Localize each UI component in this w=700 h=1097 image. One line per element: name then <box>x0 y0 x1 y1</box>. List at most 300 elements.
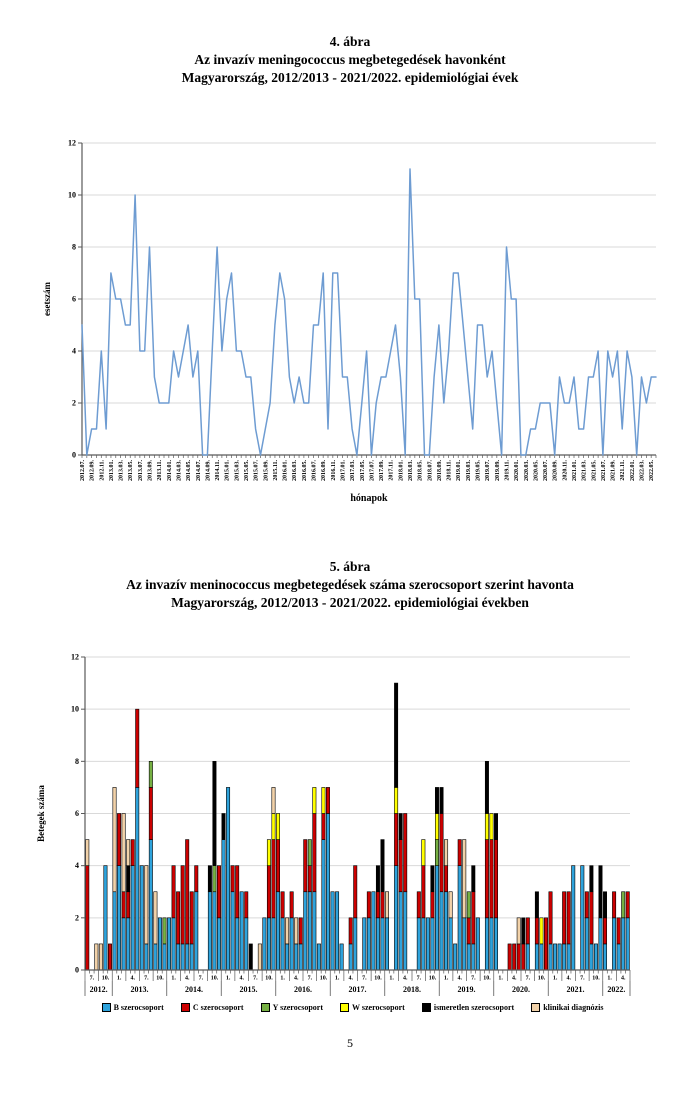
bar-segment <box>526 918 529 944</box>
svg-text:0: 0 <box>72 450 76 460</box>
bar-segment <box>572 866 575 970</box>
bar-segment <box>603 944 606 970</box>
svg-text:2017.01.: 2017.01. <box>340 460 347 481</box>
svg-text:2012.09.: 2012.09. <box>89 460 96 481</box>
bar-segment <box>612 892 615 918</box>
svg-text:2021.03.: 2021.03. <box>581 460 588 481</box>
svg-text:2015.09.: 2015.09. <box>263 460 270 481</box>
bar-segment <box>331 892 334 970</box>
bar-segment <box>145 944 148 970</box>
svg-text:2015.07.: 2015.07. <box>253 460 260 481</box>
svg-text:2013.11.: 2013.11. <box>157 460 164 481</box>
svg-text:6: 6 <box>72 294 76 304</box>
svg-text:2015.01.: 2015.01. <box>224 460 231 481</box>
svg-text:2019.09.: 2019.09. <box>494 460 501 481</box>
svg-text:2019.01.: 2019.01. <box>456 460 463 481</box>
svg-text:4.: 4. <box>293 975 299 982</box>
grid <box>85 657 630 918</box>
svg-text:2018.07.: 2018.07. <box>427 460 434 481</box>
bar-segment <box>340 944 343 970</box>
svg-text:2017.03.: 2017.03. <box>350 460 357 481</box>
bar-segment <box>249 944 252 970</box>
svg-text:2013.07.: 2013.07. <box>137 460 144 481</box>
svg-text:1.: 1. <box>607 975 612 982</box>
bar-segment <box>113 787 116 891</box>
y-axis-ticks <box>71 653 85 975</box>
bar-segment <box>544 918 547 970</box>
bar-segment <box>558 944 561 970</box>
svg-text:10.: 10. <box>483 975 491 982</box>
svg-text:1.: 1. <box>225 975 231 982</box>
bar-segment <box>472 892 475 944</box>
bar-segment <box>326 814 329 971</box>
bar-segment <box>517 918 520 944</box>
svg-text:1.: 1. <box>498 975 503 982</box>
bar-segment <box>562 944 565 970</box>
bar-segment <box>95 944 98 970</box>
bar-segment <box>181 944 184 970</box>
svg-text:2014.: 2014. <box>185 985 203 994</box>
bar-segment <box>154 944 157 970</box>
bar-segment <box>485 814 488 840</box>
svg-text:2018.11.: 2018.11. <box>446 460 453 481</box>
bar-segment <box>313 814 316 892</box>
bar-segment <box>485 918 488 970</box>
bar-segment <box>267 866 270 918</box>
bar-segment <box>467 892 470 918</box>
bar-segment <box>603 918 606 944</box>
bar-segment <box>540 918 543 944</box>
bar-segment <box>326 787 329 813</box>
svg-text:2020.05.: 2020.05. <box>533 459 540 481</box>
bar-segment <box>449 918 452 970</box>
svg-text:2014.01.: 2014.01. <box>166 460 173 481</box>
svg-text:2020.: 2020. <box>512 985 530 994</box>
bar-segment <box>86 840 89 866</box>
svg-text:2014.07.: 2014.07. <box>195 460 202 481</box>
bar-segment <box>431 892 434 918</box>
bar-segment <box>126 918 129 970</box>
bar-segment <box>522 944 525 970</box>
bar-segment <box>458 866 461 970</box>
bar-segment <box>126 892 129 918</box>
bar-segment <box>304 840 307 892</box>
svg-text:2016.09.: 2016.09. <box>321 460 328 481</box>
svg-text:2016.07.: 2016.07. <box>311 460 318 481</box>
bar-segment <box>440 892 443 970</box>
bar-segment <box>213 761 216 865</box>
bar-segment <box>553 944 556 970</box>
bar-segment <box>186 944 189 970</box>
legend-swatch <box>102 1003 111 1012</box>
svg-text:4.: 4. <box>457 975 462 982</box>
bar-segment <box>562 892 565 944</box>
bar-segment <box>376 866 379 892</box>
bar-segment <box>490 840 493 918</box>
bar-segment <box>444 866 447 892</box>
svg-text:2014.11.: 2014.11. <box>215 460 222 481</box>
bar-segment <box>590 944 593 970</box>
bar-segment <box>117 866 120 970</box>
bar-segment <box>163 944 166 970</box>
svg-text:2: 2 <box>75 913 79 923</box>
figure5-title-line1: 5. ábra <box>329 559 371 574</box>
bar-segment <box>440 787 443 813</box>
grid <box>82 143 656 403</box>
svg-text:1.: 1. <box>116 975 122 982</box>
bar-segment <box>540 944 543 970</box>
svg-text:7.: 7. <box>144 975 149 982</box>
svg-text:2013.: 2013. <box>130 985 149 994</box>
svg-text:2019.03.: 2019.03. <box>465 460 472 481</box>
svg-text:2021.07.: 2021.07. <box>600 460 607 481</box>
svg-text:2013.05.: 2013.05. <box>128 460 135 481</box>
svg-text:10.: 10. <box>265 975 273 982</box>
bar-segment <box>222 840 225 970</box>
bar-segment <box>472 944 475 970</box>
svg-text:10.: 10. <box>210 975 219 982</box>
bar-segment <box>394 683 397 787</box>
bar-segment <box>258 944 261 970</box>
bar-segment <box>167 918 170 970</box>
bar-segment <box>381 892 384 918</box>
svg-text:4.: 4. <box>511 975 517 982</box>
bar-segment <box>108 944 111 970</box>
y-axis-label: Betegek száma <box>36 785 46 842</box>
bar-segment <box>104 866 107 970</box>
svg-text:2019.05.: 2019.05. <box>475 460 482 481</box>
bar-segment <box>213 866 216 892</box>
figure4-line-chart <box>38 132 663 512</box>
svg-text:2018.03.: 2018.03. <box>408 460 414 481</box>
bar-segment <box>295 918 298 944</box>
svg-text:0: 0 <box>75 965 79 975</box>
bar-segment <box>626 918 629 970</box>
bar-segment <box>590 892 593 944</box>
bar-segment <box>485 761 488 813</box>
bar-segment <box>463 918 466 970</box>
legend-label: klinikai diagnózis <box>543 1003 604 1012</box>
legend-swatch <box>340 1003 349 1012</box>
x-axis-label: hónapok <box>350 493 388 504</box>
legend-label: ismeretlen szerocsoport <box>433 1003 515 1012</box>
bar-segment <box>472 866 475 892</box>
svg-text:2021.09.: 2021.09. <box>610 460 617 481</box>
bar-segment <box>172 866 175 918</box>
bar-segment <box>235 866 238 918</box>
bar-segment <box>231 892 234 970</box>
bar-segment <box>449 892 452 918</box>
bar-segment <box>372 892 375 970</box>
svg-text:2017.05.: 2017.05. <box>359 460 366 481</box>
bar-segment <box>603 892 606 918</box>
bar-segment <box>526 944 529 970</box>
svg-text:10.: 10. <box>319 975 328 982</box>
svg-text:2014.05.: 2014.05. <box>186 460 193 481</box>
bar-segment <box>145 866 148 944</box>
bar-segment <box>208 866 211 892</box>
figure5-title <box>0 558 700 612</box>
bar-segment <box>267 918 270 970</box>
svg-text:2020.07.: 2020.07. <box>543 460 550 481</box>
bar-segment <box>422 918 425 970</box>
svg-text:1.: 1. <box>171 975 176 982</box>
figure5-stacked-bar-chart <box>30 645 675 1040</box>
bar-segment <box>313 892 316 970</box>
bar-segment <box>431 866 434 892</box>
svg-text:6: 6 <box>75 809 79 818</box>
bar-segment <box>295 944 298 970</box>
bar-segment <box>426 918 429 970</box>
svg-text:2022.05.: 2022.05. <box>649 460 656 481</box>
svg-text:2021.: 2021. <box>566 985 585 994</box>
bar-segment <box>117 814 120 866</box>
bar-segment <box>444 892 447 970</box>
bar-segment <box>122 918 125 970</box>
page-number: 5 <box>347 1036 353 1050</box>
bar-segment <box>272 840 275 918</box>
svg-text:2022.: 2022. <box>607 985 626 994</box>
svg-text:2012.: 2012. <box>89 985 108 994</box>
svg-text:10.: 10. <box>537 975 546 982</box>
bar-segment <box>99 944 102 970</box>
bar-segment <box>435 866 438 970</box>
figure4-title-line2: Az invazív meningococcus megbetegedések havonként <box>194 52 506 67</box>
legend-item-c <box>181 1003 244 1012</box>
bar-segment <box>599 918 602 970</box>
svg-text:4.: 4. <box>130 975 135 982</box>
bar-segment <box>404 814 407 892</box>
bar-segment <box>394 787 397 813</box>
svg-text:10.: 10. <box>156 975 164 982</box>
bar-segment <box>240 892 243 970</box>
legend-swatch <box>422 1003 431 1012</box>
bar-segment <box>354 918 357 970</box>
bar-segment <box>376 918 379 970</box>
svg-text:2015.: 2015. <box>239 985 258 994</box>
bar-segment <box>149 761 152 787</box>
svg-text:1.: 1. <box>552 975 558 982</box>
bar-segment <box>322 814 325 840</box>
bar-segment <box>272 814 275 840</box>
svg-text:2017.09.: 2017.09. <box>379 460 386 481</box>
bar-segment <box>285 944 288 970</box>
bar-segment <box>113 892 116 970</box>
svg-text:2014.09.: 2014.09. <box>205 460 212 481</box>
bar-segment <box>176 892 179 944</box>
bar-segment <box>190 944 193 970</box>
svg-text:2019.11.: 2019.11. <box>504 460 511 481</box>
svg-text:7.: 7. <box>525 975 531 982</box>
bar-segment <box>594 944 597 970</box>
bar-segment <box>226 787 229 970</box>
bar-segment <box>399 892 402 970</box>
svg-text:2014.03.: 2014.03. <box>176 460 183 481</box>
bar-segment <box>399 814 402 840</box>
bar-segment <box>149 840 152 970</box>
legend-swatch <box>531 1003 540 1012</box>
bar-segment <box>494 840 497 918</box>
cases-line-series <box>82 169 656 455</box>
bar-segment <box>376 892 379 918</box>
bar-segment <box>567 892 570 944</box>
svg-text:4: 4 <box>75 861 79 871</box>
bar-segment <box>431 918 434 970</box>
svg-text:2015.05.: 2015.05. <box>244 460 250 481</box>
bar-segment <box>290 892 293 918</box>
bar-segment <box>131 840 134 866</box>
bar-segment <box>367 918 370 970</box>
month-axis <box>85 970 630 982</box>
svg-text:2016.03.: 2016.03. <box>292 460 299 481</box>
figure4-title <box>0 33 700 87</box>
bar-segment <box>122 814 125 892</box>
svg-text:7.: 7. <box>198 975 204 982</box>
bar-segment <box>490 918 493 970</box>
bar-segment <box>186 840 189 944</box>
bar-segment <box>195 866 198 892</box>
svg-text:2012.07.: 2012.07. <box>80 460 86 481</box>
bar-segment <box>463 840 466 918</box>
bar-segment <box>181 866 184 944</box>
svg-text:1.: 1. <box>389 975 394 982</box>
svg-text:4.: 4. <box>620 975 626 982</box>
svg-text:2018.: 2018. <box>403 985 421 994</box>
figure4-title-line3: Magyarország, 2012/2013 - 2021/2022. epidemiológiai évek <box>181 70 519 85</box>
bar-segment <box>617 944 620 970</box>
bar-segment <box>535 918 538 944</box>
bar-segment <box>404 892 407 970</box>
bar-segment <box>535 944 538 970</box>
svg-text:12: 12 <box>71 652 79 662</box>
bar-segment <box>335 892 338 970</box>
bar-segment <box>158 918 161 970</box>
bar-segment <box>458 840 461 866</box>
bar-segment <box>136 787 139 970</box>
bar-segment <box>622 892 625 918</box>
svg-text:4.: 4. <box>566 975 571 982</box>
figure5-title-line3: Magyarország, 2012/2013 - 2021/2022. epidemiológiai években <box>171 595 529 610</box>
legend-item-klinikai <box>531 1003 603 1012</box>
svg-text:10: 10 <box>71 704 79 714</box>
figure4-title-line1: 4. ábra <box>329 34 371 49</box>
bar-segment <box>522 918 525 944</box>
figure5-title-line2: Az invazív meninococcus megbetegedések száma szerocsoport szerint havonta <box>126 577 574 592</box>
bar-segment <box>581 866 584 970</box>
bar-segment <box>231 866 234 892</box>
bar-segment <box>281 918 284 970</box>
bar-segment <box>599 866 602 918</box>
bar-segment <box>86 866 89 970</box>
bar-segment <box>394 814 397 866</box>
bar-segment <box>308 892 311 970</box>
svg-text:2013.01.: 2013.01. <box>108 460 115 481</box>
year-axis <box>85 981 630 996</box>
svg-text:2: 2 <box>72 398 76 408</box>
svg-text:7.: 7. <box>471 975 476 982</box>
svg-text:8: 8 <box>75 756 79 766</box>
bar-segment <box>213 892 216 970</box>
svg-text:2020.03.: 2020.03. <box>523 460 530 481</box>
bar-segment <box>136 709 139 787</box>
svg-text:2016.01.: 2016.01. <box>282 460 289 481</box>
svg-text:12: 12 <box>68 138 76 148</box>
bar-segment <box>494 814 497 840</box>
svg-text:7.: 7. <box>416 975 422 982</box>
bar-segment <box>222 814 225 840</box>
bar-segment <box>485 840 488 918</box>
bar-segment <box>567 944 570 970</box>
bar-segment <box>272 918 275 970</box>
svg-text:7.: 7. <box>253 975 258 982</box>
svg-text:2022.01.: 2022.01. <box>629 460 636 481</box>
bar-segment <box>435 787 438 813</box>
bar-segment <box>435 840 438 866</box>
bar-segment <box>422 866 425 918</box>
svg-text:2022.03.: 2022.03. <box>639 460 646 481</box>
svg-text:10: 10 <box>68 190 76 200</box>
bar-segment <box>322 840 325 970</box>
bar-segment <box>622 918 625 970</box>
legend-item-y <box>261 1003 323 1012</box>
bar-segment <box>444 840 447 866</box>
bar-segment <box>349 918 352 944</box>
svg-text:2015.11.: 2015.11. <box>272 460 279 481</box>
bar-segment <box>467 944 470 970</box>
bar-segment <box>349 944 352 970</box>
svg-text:2016.05.: 2016.05. <box>301 460 308 481</box>
bar-segment <box>363 918 366 970</box>
svg-text:7.: 7. <box>580 975 585 982</box>
legend-item-ismeretlen <box>422 1003 514 1012</box>
bar-segment <box>322 787 325 813</box>
bar-segment <box>131 866 134 970</box>
bar-segment <box>549 892 552 944</box>
bar-segment <box>440 814 443 892</box>
bar-segment <box>235 918 238 970</box>
bar-segment <box>354 866 357 918</box>
bar-segment <box>367 892 370 918</box>
bar-segment <box>435 814 438 840</box>
bar-segment <box>190 892 193 944</box>
svg-text:4.: 4. <box>239 975 244 982</box>
bar-segment <box>263 918 266 970</box>
bar-segment <box>467 918 470 944</box>
svg-text:8: 8 <box>72 242 76 252</box>
bar-segment <box>304 892 307 970</box>
svg-text:4.: 4. <box>402 975 408 982</box>
bar-segment <box>126 840 129 866</box>
svg-text:2020.11.: 2020.11. <box>562 460 569 481</box>
svg-text:7.: 7. <box>89 975 95 982</box>
bar-segment <box>422 840 425 866</box>
svg-text:1.: 1. <box>280 975 285 982</box>
svg-text:10.: 10. <box>374 975 382 982</box>
bar-segment <box>494 918 497 970</box>
bar-segment <box>172 918 175 970</box>
bar-segment <box>417 918 420 970</box>
svg-text:2012.11.: 2012.11. <box>99 460 106 481</box>
bar-segment <box>290 918 293 970</box>
bar-segment <box>276 892 279 970</box>
svg-text:2021.05.: 2021.05. <box>591 460 598 481</box>
bar-segment <box>385 918 388 970</box>
bar-segment <box>381 840 384 892</box>
bar-segment <box>122 892 125 918</box>
bar-segment <box>626 892 629 918</box>
svg-text:4.: 4. <box>184 975 190 982</box>
legend-label: Y szerocsoport <box>272 1003 324 1012</box>
